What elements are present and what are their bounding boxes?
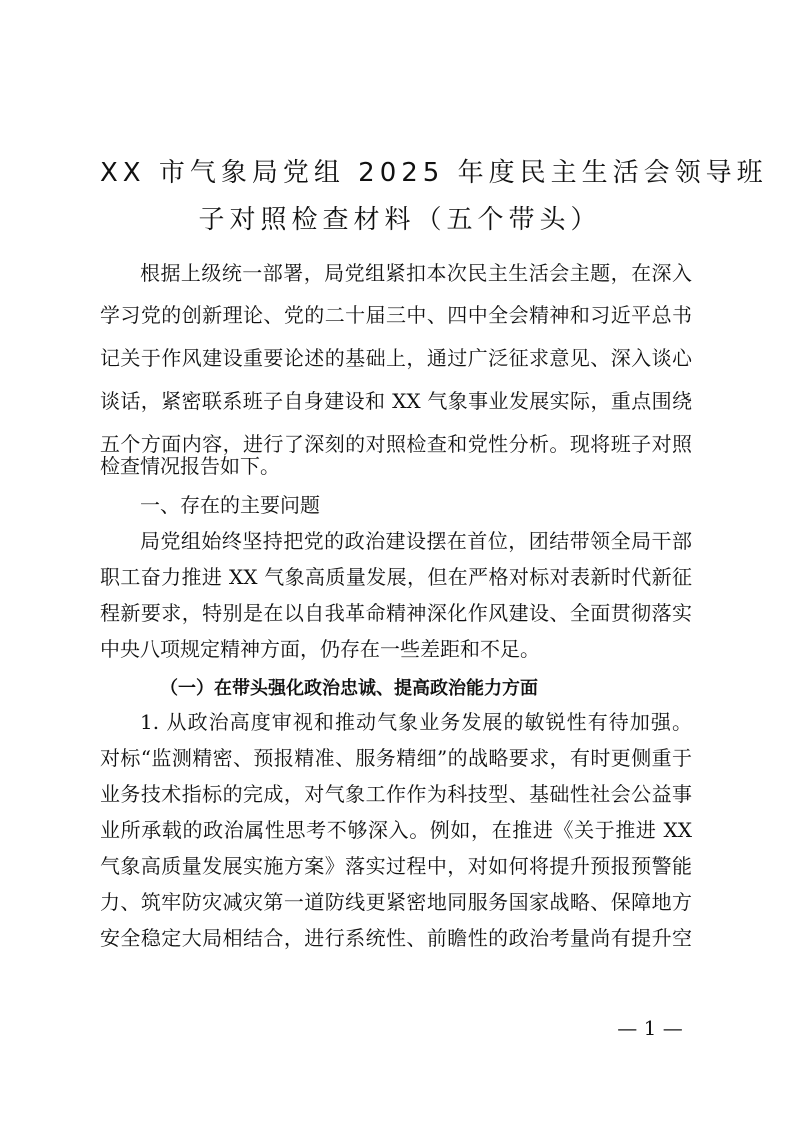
point-line: 对标“监测精密、预报精准、服务精细”的战略要求，有时更侧重于 [100,746,692,770]
page-number: — 1 — [617,1016,683,1040]
point-line: 气象高质量发展实施方案》落实过程中，对如何将提升预报预警能 [100,854,692,878]
section-heading: 一、存在的主要问题 [140,493,320,517]
section-line: 中央八项规定精神方面，仍存在一些差距和不足。 [100,637,540,661]
intro-line: 根据上级统一部署，局党组紧扣本次民主生活会主题，在深入 [140,261,692,285]
document-title-line-1: XX 市气象局党组 2025 年度民主生活会领导班 [100,158,768,188]
document-title-line-2: 子对照检查材料（五个带头） [198,205,602,235]
point-line: 业务技术指标的完成，对气象工作作为科技型、基础性社会公益事 [100,782,692,806]
intro-line: 记关于作风建设重要论述的基础上，通过广泛征求意见、深入谈心 [100,346,692,370]
point-line: 安全稳定大局相结合，进行系统性、前瞻性的政治考量尚有提升空 [100,926,692,950]
intro-line: 学习党的创新理论、党的二十届三中、四中全会精神和习近平总书 [100,303,692,327]
intro-line: 五个方面内容，进行了深刻的对照检查和党性分析。现将班子对照 [100,432,692,456]
point-line: 力、筑牢防灾减灾第一道防线更紧密地同服务国家战略、保障地方 [100,890,692,914]
point-line: 业所承载的政治属性思考不够深入。例如，在推进《关于推进 XX [100,818,692,842]
section-line: 职工奋力推进 XX 气象高质量发展，但在严格对标对表新时代新征 [100,565,692,589]
intro-line: 谈话，紧密联系班子自身建设和 XX 气象事业发展实际，重点围绕 [100,389,692,413]
section-line: 程新要求，特别是在以自我革命精神深化作风建设、全面贯彻落实 [100,601,692,625]
intro-line: 检查情况报告如下。 [100,454,280,478]
section-line: 局党组始终坚持把党的政治建设摆在首位，团结带领全局干部 [140,529,692,553]
subsection-heading: （一）在带头强化政治忠诚、提高政治能力方面 [160,678,538,699]
point-line: 1. 从政治高度审视和推动气象业务发展的敏锐性有待加强。 [140,710,692,734]
